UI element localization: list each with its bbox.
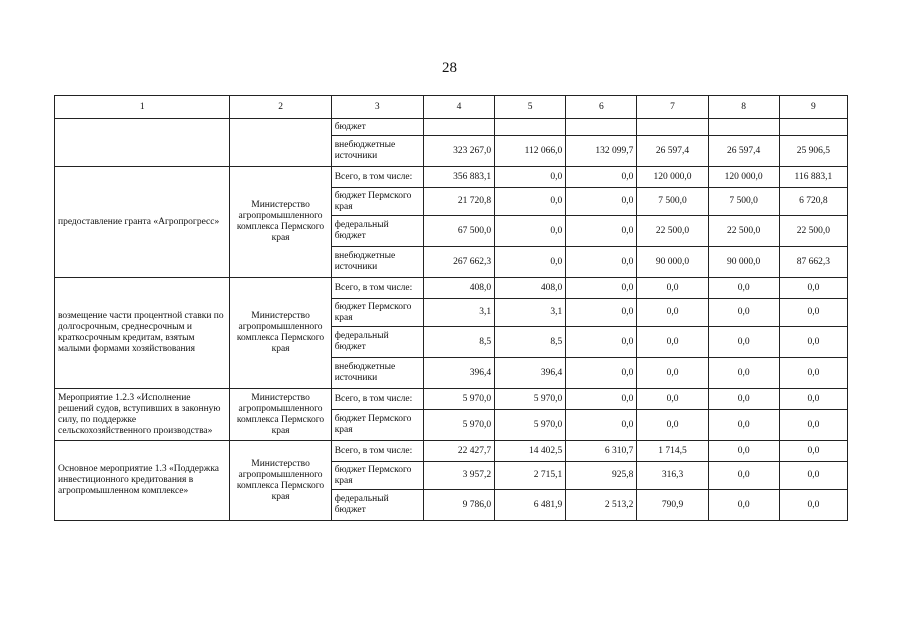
amount-cell: 116 883,1 (779, 167, 847, 188)
funding-source: бюджет (331, 119, 423, 136)
funding-source: федеральный бюджет (331, 490, 423, 521)
amount-cell: 0,0 (779, 410, 847, 441)
amount-cell: 22 500,0 (637, 216, 708, 247)
funding-source: Всего, в том числе: (331, 167, 423, 188)
funding-source: федеральный бюджет (331, 327, 423, 358)
amount-cell: 356 883,1 (423, 167, 494, 188)
funding-source: Всего, в том числе: (331, 278, 423, 299)
amount-cell: 2 513,2 (566, 490, 637, 521)
amount-cell: 0,0 (566, 188, 637, 216)
amount-cell: 1 714,5 (637, 441, 708, 462)
amount-cell: 0,0 (708, 441, 779, 462)
amount-cell (708, 119, 779, 136)
amount-cell: 0,0 (495, 247, 566, 278)
amount-cell: 790,9 (637, 490, 708, 521)
funding-source: Всего, в том числе: (331, 389, 423, 410)
table-row (55, 167, 848, 188)
amount-cell: 120 000,0 (708, 167, 779, 188)
amount-cell: 0,0 (779, 462, 847, 490)
amount-cell: 90 000,0 (637, 247, 708, 278)
amount-cell: 0,0 (708, 389, 779, 410)
amount-cell: 396,4 (495, 358, 566, 389)
amount-cell (566, 119, 637, 136)
table-row (55, 389, 848, 410)
table-row (55, 278, 848, 299)
funding-source: внебюджетные источники (331, 358, 423, 389)
column-number-header-row (55, 96, 848, 119)
funding-table (54, 95, 848, 521)
column-header: 4 (423, 96, 494, 119)
amount-cell: 120 000,0 (637, 167, 708, 188)
amount-cell: 3 957,2 (423, 462, 494, 490)
amount-cell: 25 906,5 (779, 136, 847, 167)
amount-cell: 21 720,8 (423, 188, 494, 216)
responsible-executor: Министерство агропромышленного комплекса Пермского края (230, 441, 331, 521)
funding-source: внебюджетные источники (331, 247, 423, 278)
amount-cell: 3,1 (495, 299, 566, 327)
amount-cell (779, 119, 847, 136)
column-header: 9 (779, 96, 847, 119)
amount-cell: 0,0 (566, 327, 637, 358)
amount-cell: 5 970,0 (495, 410, 566, 441)
responsible-executor: Министерство агропромышленного комплекса Пермского края (230, 278, 331, 389)
funding-source: бюджет Пермского края (331, 299, 423, 327)
amount-cell: 22 427,7 (423, 441, 494, 462)
amount-cell: 112 066,0 (495, 136, 566, 167)
measure-description: Мероприятие 1.2.3 «Исполнение решений судов, вступивших в законную силу, по поддержке сельскохозяйственного производства» (55, 389, 230, 441)
column-header: 5 (495, 96, 566, 119)
amount-cell: 0,0 (779, 389, 847, 410)
page-number: 28 (442, 60, 457, 76)
amount-cell: 0,0 (708, 410, 779, 441)
funding-source: федеральный бюджет (331, 216, 423, 247)
amount-cell: 3,1 (423, 299, 494, 327)
amount-cell: 22 500,0 (779, 216, 847, 247)
amount-cell: 0,0 (708, 358, 779, 389)
amount-cell: 5 970,0 (495, 389, 566, 410)
amount-cell: 316,3 (637, 462, 708, 490)
amount-cell: 0,0 (779, 490, 847, 521)
amount-cell: 0,0 (708, 462, 779, 490)
column-header: 8 (708, 96, 779, 119)
amount-cell: 0,0 (495, 167, 566, 188)
amount-cell: 0,0 (708, 327, 779, 358)
amount-cell: 0,0 (566, 410, 637, 441)
column-header: 1 (55, 96, 230, 119)
amount-cell: 0,0 (637, 410, 708, 441)
amount-cell: 14 402,5 (495, 441, 566, 462)
funding-source: внебюджетные источники (331, 136, 423, 167)
amount-cell: 0,0 (779, 358, 847, 389)
amount-cell: 0,0 (566, 389, 637, 410)
amount-cell: 5 970,0 (423, 389, 494, 410)
funding-source: бюджет Пермского края (331, 462, 423, 490)
amount-cell: 323 267,0 (423, 136, 494, 167)
funding-source: Всего, в том числе: (331, 441, 423, 462)
amount-cell: 7 500,0 (637, 188, 708, 216)
amount-cell: 925,8 (566, 462, 637, 490)
measure-description: предоставление гранта «Агропрогресс» (55, 167, 230, 278)
amount-cell: 0,0 (779, 299, 847, 327)
amount-cell: 0,0 (495, 188, 566, 216)
amount-cell: 0,0 (495, 216, 566, 247)
amount-cell: 0,0 (566, 216, 637, 247)
responsible-executor (230, 119, 331, 167)
amount-cell (495, 119, 566, 136)
amount-cell: 0,0 (637, 278, 708, 299)
amount-cell: 6 310,7 (566, 441, 637, 462)
measure-description (55, 119, 230, 167)
amount-cell: 6 481,9 (495, 490, 566, 521)
amount-cell: 0,0 (779, 278, 847, 299)
amount-cell: 396,4 (423, 358, 494, 389)
funding-source: бюджет Пермского края (331, 410, 423, 441)
amount-cell: 408,0 (495, 278, 566, 299)
column-header: 2 (230, 96, 331, 119)
amount-cell: 87 662,3 (779, 247, 847, 278)
column-header: 7 (637, 96, 708, 119)
column-header: 6 (566, 96, 637, 119)
responsible-executor: Министерство агропромышленного комплекса Пермского края (230, 389, 331, 441)
amount-cell: 0,0 (708, 278, 779, 299)
amount-cell: 0,0 (637, 299, 708, 327)
funding-source: бюджет Пермского края (331, 188, 423, 216)
measure-description: Основное мероприятие 1.3 «Поддержка инвестиционного кредитования в агропромышленном комплексе» (55, 441, 230, 521)
amount-cell: 0,0 (637, 389, 708, 410)
amount-cell: 9 786,0 (423, 490, 494, 521)
amount-cell: 26 597,4 (708, 136, 779, 167)
table-row (55, 119, 848, 136)
column-header: 3 (331, 96, 423, 119)
amount-cell: 0,0 (637, 327, 708, 358)
amount-cell: 0,0 (637, 358, 708, 389)
amount-cell: 22 500,0 (708, 216, 779, 247)
amount-cell: 6 720,8 (779, 188, 847, 216)
amount-cell: 0,0 (566, 358, 637, 389)
amount-cell: 0,0 (566, 278, 637, 299)
amount-cell: 267 662,3 (423, 247, 494, 278)
amount-cell: 0,0 (779, 441, 847, 462)
amount-cell: 5 970,0 (423, 410, 494, 441)
measure-description: возмещение части процентной ставки по долгосрочным, среднесрочным и краткосрочным кредитам, взятым малыми формами хозяйствования (55, 278, 230, 389)
amount-cell: 90 000,0 (708, 247, 779, 278)
amount-cell: 408,0 (423, 278, 494, 299)
amount-cell: 7 500,0 (708, 188, 779, 216)
amount-cell: 0,0 (566, 247, 637, 278)
amount-cell (637, 119, 708, 136)
table-row (55, 441, 848, 462)
amount-cell (423, 119, 494, 136)
responsible-executor: Министерство агропромышленного комплекса Пермского края (230, 167, 331, 278)
amount-cell: 0,0 (708, 299, 779, 327)
amount-cell: 2 715,1 (495, 462, 566, 490)
amount-cell: 0,0 (708, 490, 779, 521)
amount-cell: 8,5 (423, 327, 494, 358)
amount-cell: 132 099,7 (566, 136, 637, 167)
amount-cell: 67 500,0 (423, 216, 494, 247)
amount-cell: 26 597,4 (637, 136, 708, 167)
amount-cell: 0,0 (566, 299, 637, 327)
amount-cell: 8,5 (495, 327, 566, 358)
amount-cell: 0,0 (779, 327, 847, 358)
amount-cell: 0,0 (566, 167, 637, 188)
